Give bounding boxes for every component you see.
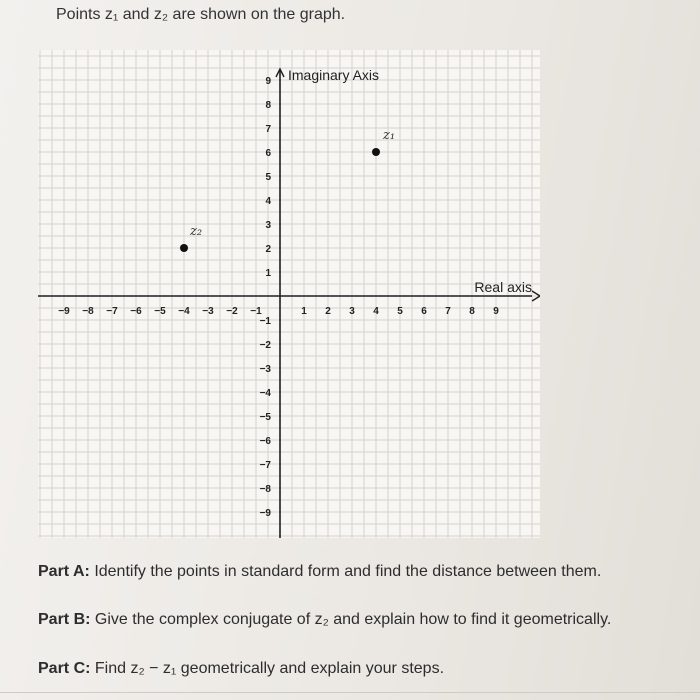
x-tick-label: −7 [106,306,118,317]
x-tick-label: −4 [178,306,190,317]
y-tick-label: −5 [259,412,271,423]
x-tick-label: 1 [301,306,307,317]
x-tick-label: −9 [58,306,70,317]
real-axis-label: Real axis [474,279,532,295]
grid [38,50,540,538]
y-tick-label: −4 [259,388,271,399]
y-tick-label: −3 [259,364,271,375]
y-tick-label: 3 [265,220,271,231]
part-c [38,660,444,678]
bottom-divider [0,692,700,693]
x-tick-label: −6 [130,306,142,317]
y-tick-label: 5 [265,172,271,183]
x-tick-label: 4 [373,306,379,317]
y-tick-label: −7 [259,460,271,471]
y-tick-label: 8 [265,100,271,111]
point-marker-1 [372,148,380,156]
y-tick-label: 6 [265,148,271,159]
part-b-label: Part B: [38,611,91,628]
y-tick-label: 4 [265,196,271,207]
x-tick-label: 5 [397,306,403,317]
intro-text: Points z₁ and z₂ are shown on the graph. [56,6,346,23]
x-tick-label: 3 [349,306,355,317]
y-tick-label: −8 [259,484,271,495]
y-tick-label: 9 [265,76,271,87]
point-label-2: z₂ [190,224,203,239]
imaginary-axis-label: Imaginary Axis [288,67,380,83]
point-label-1: z₁ [383,128,396,143]
point-marker-2 [180,244,188,252]
y-tick-label: 1 [265,268,271,279]
part-a [38,563,601,581]
x-tick-label: 6 [421,306,427,317]
complex-plane-svg [38,50,540,538]
part-c-text: Find z₂ − z₁ geometrically and explain your steps. [94,660,445,677]
part-a-text: Identify the points in standard form and find the distance between them. [94,563,602,580]
y-tick-label: 2 [265,244,271,255]
y-tick-label: −9 [259,508,271,519]
complex-plane-graph [38,50,540,538]
part-a-label: Part A: [38,563,90,580]
x-tick-label: 8 [469,306,475,317]
y-tick-label: 7 [265,124,271,135]
y-tick-label: −1 [259,316,271,327]
x-tick-label: 9 [493,306,499,317]
x-tick-label: −1 [250,306,262,317]
x-tick-label: −3 [202,306,214,317]
y-tick-label: −6 [259,436,271,447]
part-c-label: Part C: [38,660,91,677]
x-tick-label: 7 [445,306,451,317]
y-tick-label: −2 [259,340,271,351]
part-b-text: Give the complex conjugate of z₂ and explain how to find it geometrically. [94,611,612,628]
x-tick-label: −8 [82,306,94,317]
x-tick-label: 2 [325,306,331,317]
x-tick-label: −5 [154,306,166,317]
part-b [38,611,611,629]
x-tick-label: −2 [226,306,238,317]
